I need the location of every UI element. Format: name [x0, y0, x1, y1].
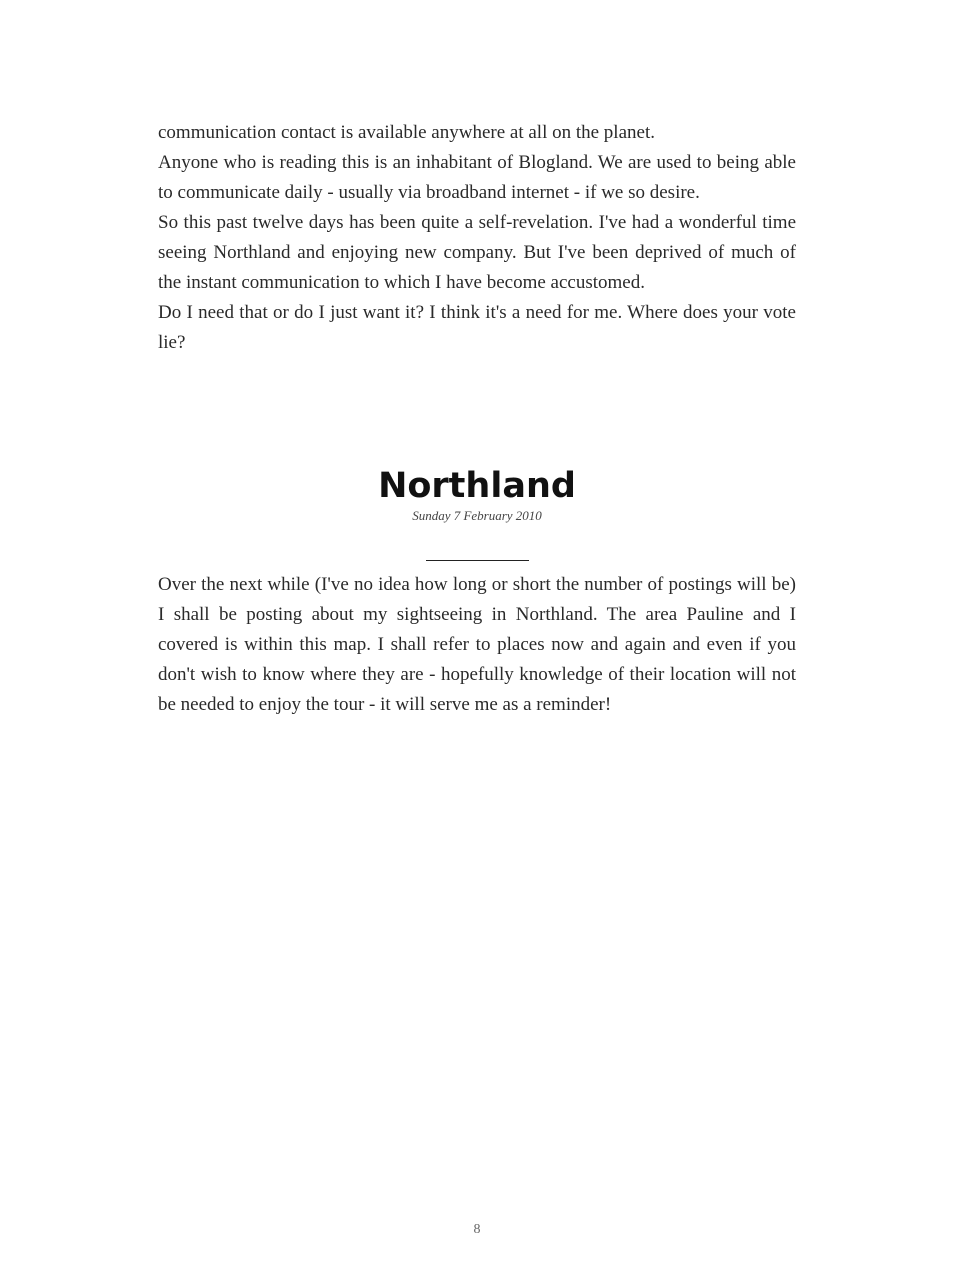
paragraph: Over the next while (I've no idea how long or short the number of postings will be) I shall be posting about my sightseeing in Northland. The area Pauline and I covered is within this map. I shall refer to places now and again and even if you don't wish to know where they are - hopefully knowledge of their location will not be needed to enjoy the tour - it will serve me as a reminder! [158, 574, 796, 715]
paragraph: Anyone who is reading this is an inhabitant of Blogland. We are used to being able to communicate daily - usually via broadband internet - if we so desire. [158, 152, 796, 203]
paragraph: communication contact is available anywhere at all on the planet. [158, 122, 655, 143]
post-title: Northland [378, 466, 576, 506]
post-date: Sunday 7 February 2010 [412, 508, 542, 523]
title-divider [426, 560, 529, 561]
post-body [158, 570, 796, 720]
paragraph: Do I need that or do I just want it? I think it's a need for me. Where does your vote lie? [158, 302, 796, 353]
page-number: 8 [473, 1222, 481, 1237]
paragraph: So this past twelve days has been quite a self-revelation. I've had a wonderful time seeing Northland and enjoying new company. But I've been deprived of much of the instant communication to which I have become accustomed. [158, 212, 796, 293]
continued-post-text [158, 118, 796, 358]
